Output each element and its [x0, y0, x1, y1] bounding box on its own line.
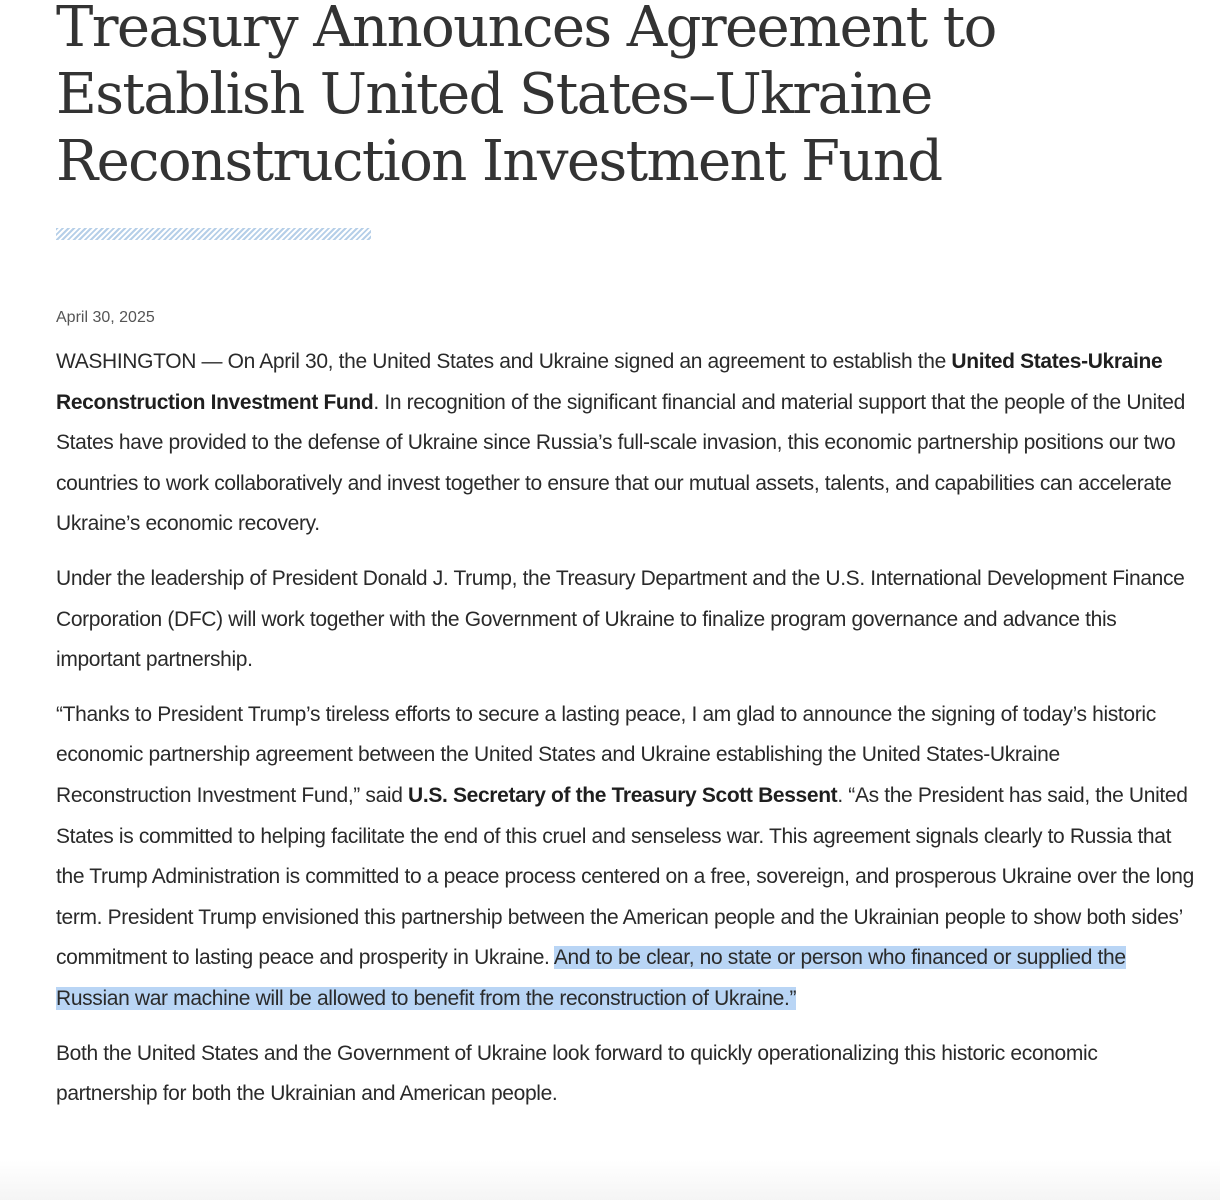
fund-name-bold: United States-Ukraine Reconstruction Investment Fund	[56, 350, 1163, 414]
page-title: Treasury Announces Agreement to Establish United States–Ukraine Reconstruction Investment Fund	[56, 0, 996, 194]
paragraph-3-quote	[56, 695, 1196, 1020]
article-body	[56, 342, 1196, 1129]
paragraph-1-lead: WASHINGTON — On April 30, the United States and Ukraine signed an agreement to establish the	[56, 350, 952, 373]
paragraph-2: Under the leadership of President Donald J. Trump, the Treasury Department and the U.S. International Development Finance Corporation (DFC) will work together with the Government of Ukraine to finalize program governance and advance this important partnership.	[56, 566, 1185, 672]
title-underline-decoration	[56, 228, 371, 240]
secretary-name-bold: U.S. Secretary of the Treasury Scott Bessent	[408, 783, 838, 807]
paragraph-1	[56, 342, 1196, 545]
quote-middle: . “As the President has said, the United States is committed to helping facilitate the end of this cruel and senseless war. This agreement signals clearly to Russia that the Trump Administration is committed to a peace process centered on a free, sovereign, and prosperous Ukraine over the long term. President Trump envisioned this partnership between the American people and the Ukrainian people to show both sides’ commitment to lasting peace and prosperity in Ukraine.	[56, 783, 1194, 970]
paragraph-4: Both the United States and the Government of Ukraine look forward to quickly operationalizing this historic economic partnership for both the Ukrainian and American people.	[56, 1041, 1098, 1106]
quote-lead: “Thanks to President Trump’s tireless efforts to secure a lasting peace, I am glad to announce the signing of today’s historic economic partnership agreement between the United States and Ukraine establishing the United States-Ukraine Reconstruction Investment Fund,” said	[56, 702, 1156, 807]
publish-date: April 30, 2025	[56, 309, 155, 326]
highlighted-text-selection[interactable]: And to be clear, no state or person who financed or supplied the Russian war machine will be allowed to benefit from the reconstruction of Ukraine.”	[56, 946, 1126, 1010]
paragraph-1-rest: . In recognition of the significant financial and material support that the people of the United States have provided to the defense of Ukraine since Russia’s full-scale invasion, this economic partnership positions our two countries to work collaboratively and invest together to ensure that our mutual assets, talents, and capabilities can accelerate Ukraine’s economic recovery.	[56, 390, 1185, 536]
bottom-fade-overlay	[0, 1160, 1220, 1200]
